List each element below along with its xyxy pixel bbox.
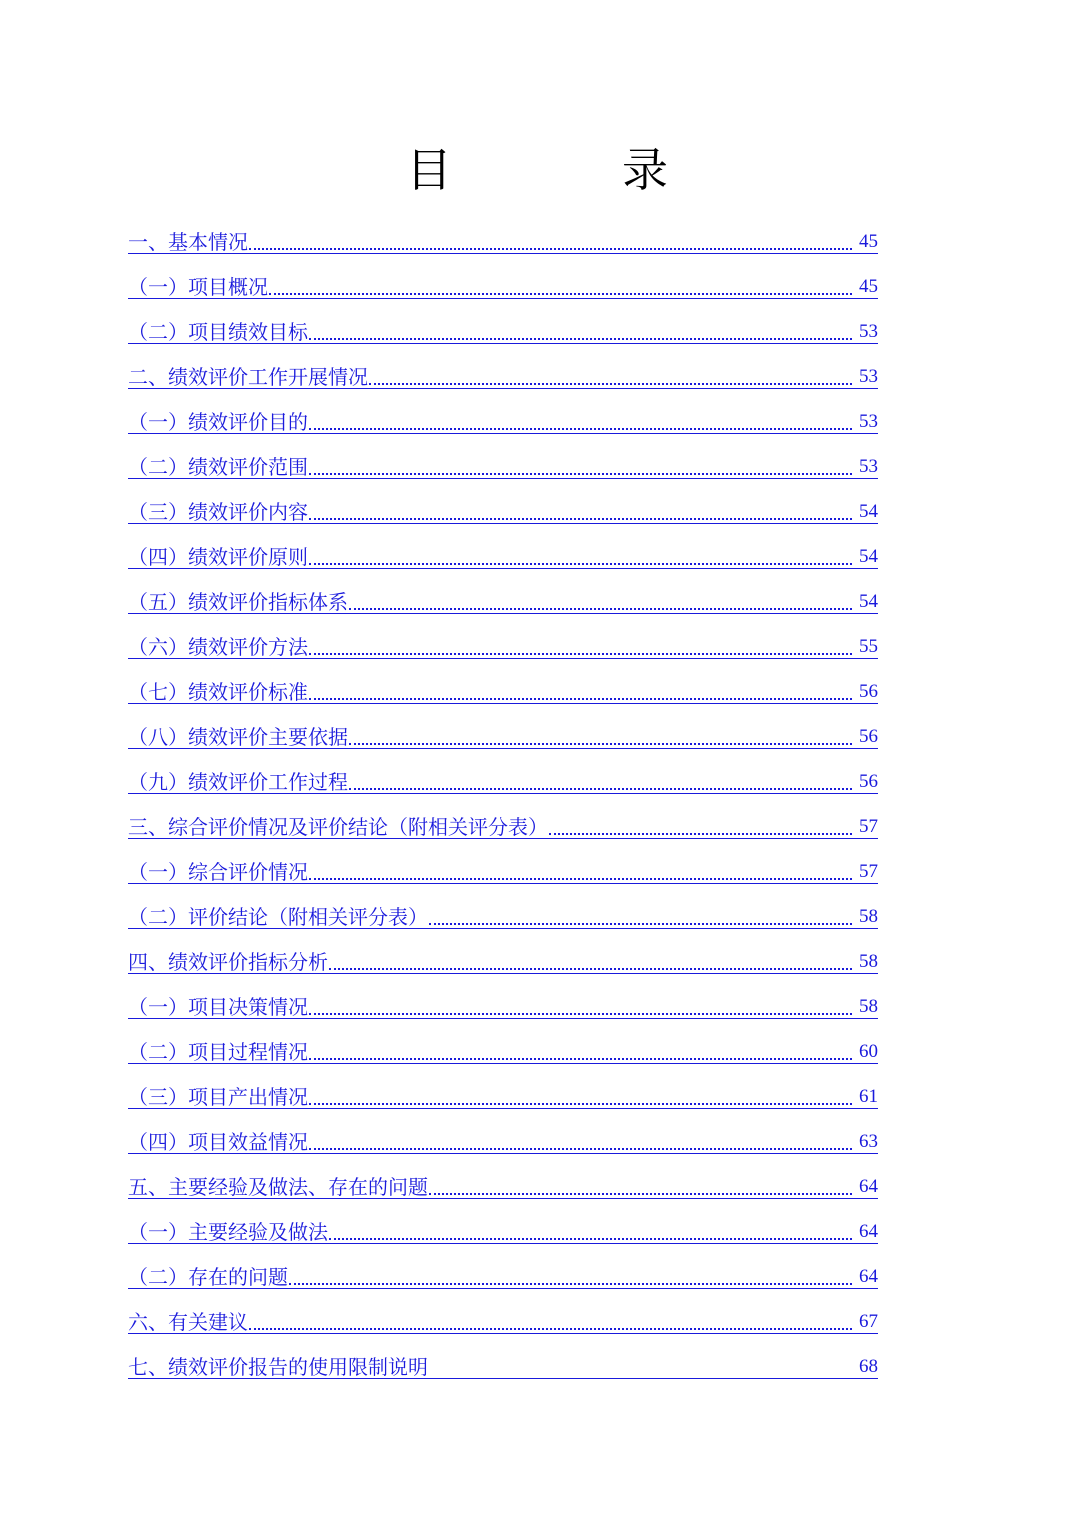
toc-entry-label: （一）综合评价情况 [128,860,308,884]
toc-entry[interactable] [128,222,878,267]
dot-leader [369,363,852,385]
toc-entry-page: 53 [859,411,878,432]
toc-entry[interactable] [128,582,878,627]
toc-entry-label: （二）评价结论（附相关评分表） [128,905,428,929]
toc-entry-page: 68 [859,1356,878,1377]
toc-entry-page: 53 [859,366,878,387]
toc-entry-label: （七）绩效评价标准 [128,680,308,704]
toc-entry-page: 53 [859,321,878,342]
dot-leader [249,1308,852,1330]
dot-leader [429,1353,852,1375]
toc-entry-label: （四）绩效评价原则 [128,545,308,569]
toc-entry-page: 64 [859,1221,878,1242]
toc-entry-page: 57 [859,861,878,882]
toc-entry-page: 55 [859,636,878,657]
dot-leader [309,633,852,655]
toc-entry[interactable] [128,1077,878,1122]
toc-entry-page: 54 [859,591,878,612]
toc-entry[interactable] [128,852,878,897]
toc-entry-page: 58 [859,951,878,972]
page-title: 目 录 [406,143,730,197]
toc-entry-page: 58 [859,906,878,927]
toc-entry[interactable] [128,717,878,762]
dot-leader [309,1038,852,1060]
toc-entry[interactable] [128,942,878,987]
toc-entry-label: （二）项目绩效目标 [128,320,308,344]
toc-entry[interactable] [128,537,878,582]
toc-entry-label: （一）项目决策情况 [128,995,308,1019]
toc-entry-label: （五）绩效评价指标体系 [128,590,348,614]
toc-entry-label: （六）绩效评价方法 [128,635,308,659]
dot-leader [309,408,852,430]
toc-entry-label: （三）绩效评价内容 [128,500,308,524]
dot-leader [269,273,852,295]
toc-entry[interactable] [128,762,878,807]
toc-entry[interactable] [128,1032,878,1077]
toc-entry-page: 54 [859,501,878,522]
toc-entry-label: （二）存在的问题 [128,1265,288,1289]
toc-entry-page: 56 [859,771,878,792]
dot-leader [309,543,852,565]
dot-leader [309,993,852,1015]
dot-leader [309,453,852,475]
dot-leader [289,1263,852,1285]
toc-entry-label: 五、主要经验及做法、存在的问题 [128,1175,428,1199]
toc-entry-label: 一、基本情况 [128,230,248,254]
toc-entry-label: （四）项目效益情况 [128,1130,308,1154]
toc-entry-page: 64 [859,1266,878,1287]
toc-entry-page: 63 [859,1131,878,1152]
toc-entry-label: 六、有关建议 [128,1310,248,1334]
dot-leader [349,768,852,790]
dot-leader [309,318,852,340]
toc-entry[interactable] [128,267,878,312]
toc-entry[interactable] [128,1212,878,1257]
toc-entry[interactable] [128,672,878,717]
toc-entry-label: （二）绩效评价范围 [128,455,308,479]
toc-entry[interactable] [128,987,878,1032]
toc-entry-label: 四、绩效评价指标分析 [128,950,328,974]
dot-leader [329,1218,852,1240]
table-of-contents [128,222,878,1392]
toc-entry-page: 57 [859,816,878,837]
toc-entry[interactable] [128,402,878,447]
toc-entry[interactable] [128,1122,878,1167]
toc-entry-label: （一）主要经验及做法 [128,1220,328,1244]
dot-leader [549,813,852,835]
toc-entry-label: （一）绩效评价目的 [128,410,308,434]
toc-entry-page: 56 [859,681,878,702]
dot-leader [249,228,852,250]
toc-entry[interactable] [128,807,878,852]
dot-leader [329,948,852,970]
dot-leader [309,858,852,880]
toc-entry[interactable] [128,492,878,537]
toc-entry-label: （二）项目过程情况 [128,1040,308,1064]
dot-leader [349,588,852,610]
dot-leader [349,723,852,745]
toc-entry-label: （一）项目概况 [128,275,268,299]
dot-leader [309,1128,852,1150]
toc-entry-label: 七、绩效评价报告的使用限制说明 [128,1355,428,1379]
toc-entry[interactable] [128,1302,878,1347]
toc-entry[interactable] [128,1347,878,1392]
dot-leader [309,498,852,520]
toc-entry-page: 64 [859,1176,878,1197]
dot-leader [429,1173,852,1195]
toc-entry-page: 67 [859,1311,878,1332]
dot-leader [309,1083,852,1105]
toc-entry[interactable] [128,312,878,357]
toc-entry[interactable] [128,447,878,492]
toc-entry-label: 三、综合评价情况及评价结论（附相关评分表） [128,815,548,839]
dot-leader [429,903,852,925]
toc-entry-page: 56 [859,726,878,747]
toc-entry-page: 60 [859,1041,878,1062]
toc-entry-label: （三）项目产出情况 [128,1085,308,1109]
toc-entry[interactable] [128,627,878,672]
toc-entry-label: （九）绩效评价工作过程 [128,770,348,794]
toc-entry-page: 45 [859,231,878,252]
toc-entry-page: 61 [859,1086,878,1107]
toc-entry[interactable] [128,897,878,942]
toc-entry[interactable] [128,1167,878,1212]
toc-entry-label: （八）绩效评价主要依据 [128,725,348,749]
toc-entry-page: 53 [859,456,878,477]
toc-entry[interactable] [128,1257,878,1302]
toc-entry[interactable] [128,357,878,402]
dot-leader [309,678,852,700]
toc-entry-page: 58 [859,996,878,1017]
toc-entry-page: 54 [859,546,878,567]
toc-entry-label: 二、绩效评价工作开展情况 [128,365,368,389]
toc-entry-page: 45 [859,276,878,297]
